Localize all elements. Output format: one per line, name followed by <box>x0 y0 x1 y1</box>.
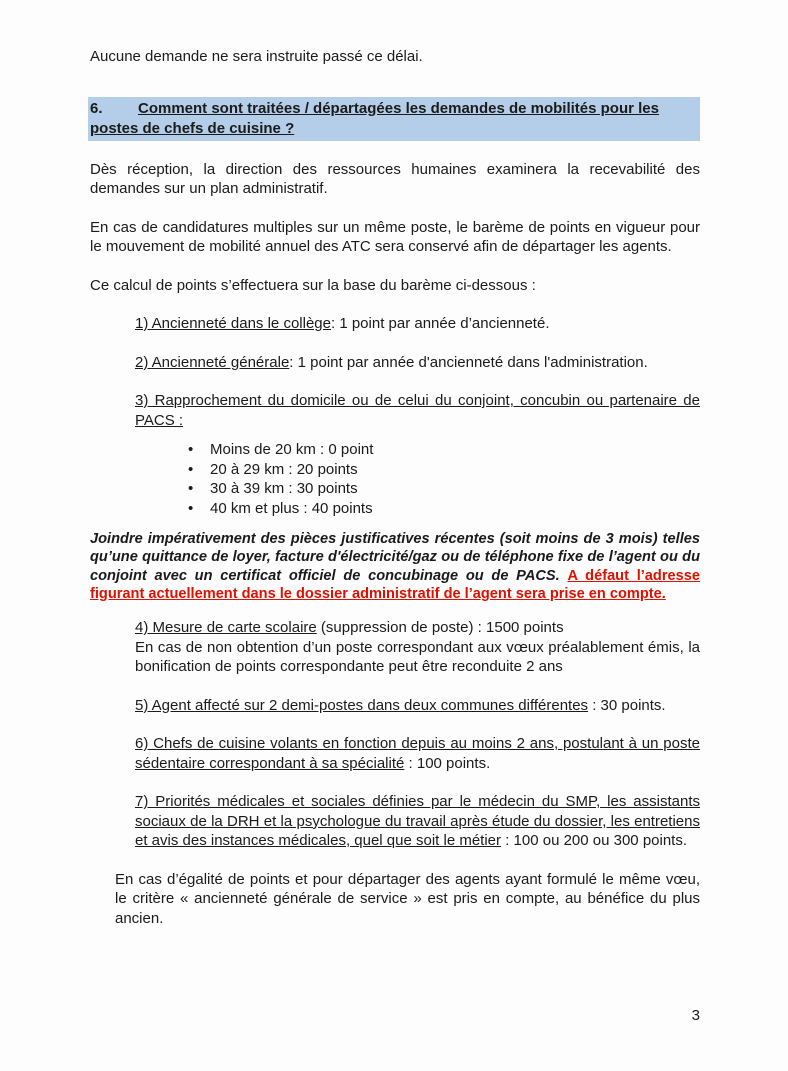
criterion-value: : 30 points. <box>588 696 666 714</box>
paragraph-bareme: En cas de candidatures multiples sur un même poste, le barème de points en vigueur pour le mouvement de mobilité annuel des ATC sera conservé afin de départager les agents. <box>90 218 700 255</box>
bullet-icon: • <box>188 460 194 478</box>
page-number: 3 <box>691 1007 700 1024</box>
criterion-label: 7) Priorités médicales et sociales définies par le médecin du SMP, les assistants sociaux de la DRH et la psychologue du travail après étude du dossier, les entretiens et avis des instances médicales, quel que soit le métier <box>135 793 700 850</box>
list-item-distance-3 <box>90 479 700 499</box>
closing-paragraph: En cas d’égalité de points et pour départager des agents ayant formulé le même vœu, le critère « ancienneté générale de service » est pris en compte, au bénéfice du plus ancien. <box>115 870 700 927</box>
justificatifs-notice <box>90 530 700 603</box>
page-content <box>90 0 700 947</box>
section-heading <box>88 97 700 141</box>
section-number: 6. <box>90 99 103 117</box>
paragraph-reception: Dès réception, la direction des ressources humaines examinera la recevabilité des demandes sur un plan administratif. <box>90 160 700 197</box>
list-item-distance-2 <box>90 460 700 480</box>
criterion-value: : 100 ou 200 ou 300 points. <box>501 832 688 850</box>
criterion-anciennete-generale <box>135 353 700 373</box>
criterion-label: 6) Chefs de cuisine volants en fonction depuis au moins 2 ans, postulant à un poste sédentaire correspondant à sa spécialité <box>135 735 700 772</box>
list-item-text: 40 km et plus : 40 points <box>210 499 373 517</box>
section-title: Comment sont traitées / départagées les demandes de mobilités pour les postes de chefs de cuisine ? <box>90 99 659 137</box>
list-item-text: 20 à 29 km : 20 points <box>210 460 358 478</box>
criterion-value: : 1 point par année d'ancienneté dans l'administration. <box>289 353 648 371</box>
criterion-anciennete-college <box>135 314 700 334</box>
notice-alert: A défaut l’adresse figurant actuellement dans le dossier administratif de l’agent sera prise en compte. <box>90 567 700 602</box>
criterion-value: : 1 point par année d’ancienneté. <box>330 315 550 332</box>
criterion-demi-postes <box>135 696 700 716</box>
list-item-distance-1 <box>90 440 700 460</box>
intro-paragraph: Aucune demande ne sera instruite passé ce délai. <box>90 48 423 65</box>
paragraph-calcul: Ce calcul de points s’effectuera sur la base du barème ci-dessous : <box>90 276 536 294</box>
criterion-chefs-volants <box>135 734 700 773</box>
notice-body: Joindre impérativement des pièces justificatives récentes (soit moins de 3 mois) telles qu’une quittance de loyer, facture d'électricité/gaz ou de téléphone fixe de l’agent ou du conjoint avec un certificat officiel de concubinage ou de PACS. <box>90 531 700 584</box>
list-item-text: 30 à 39 km : 30 points <box>210 480 358 497</box>
list-item-text: Moins de 20 km : 0 point <box>210 441 374 458</box>
list-item-distance-4 <box>90 499 700 519</box>
bullet-icon: • <box>188 441 194 458</box>
criterion-rapprochement <box>135 391 700 430</box>
criterion-carte-scolaire <box>135 618 700 677</box>
distance-points-list <box>90 440 700 518</box>
criterion-note: En cas de non obtention d’un poste correspondant aux vœux préalablement émis, la bonification de points correspondante peut être reconduite 2 ans <box>135 638 700 676</box>
criterion-label: 3) Rapprochement du domicile ou de celui du conjoint, concubin ou partenaire de PACS : <box>135 392 700 429</box>
criterion-priorites-medicales <box>135 792 700 851</box>
criterion-value: : 100 points. <box>404 754 491 772</box>
criterion-label: 2) Ancienneté générale <box>135 353 290 371</box>
bullet-icon: • <box>188 499 194 517</box>
bullet-icon: • <box>188 480 194 497</box>
criterion-label: 1) Ancienneté dans le collège <box>135 315 331 332</box>
criterion-value: (suppression de poste) : 1500 points <box>316 619 564 637</box>
criterion-label: 4) Mesure de carte scolaire <box>135 619 317 637</box>
criterion-label: 5) Agent affecté sur 2 demi-postes dans deux communes différentes <box>135 696 589 714</box>
